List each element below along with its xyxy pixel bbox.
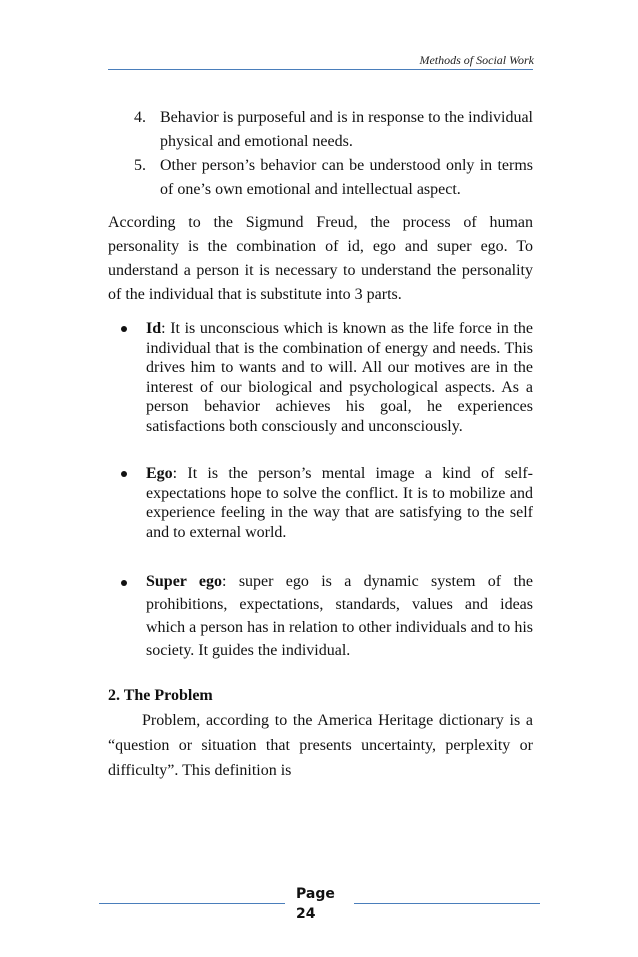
bullet-item-ego [108, 464, 533, 542]
item-text: Other person’s behavior can be understood only in terms of one’s own emotional and intellectual aspect. [160, 157, 533, 198]
bullet-term: Ego [146, 465, 173, 482]
paragraph-problem: Problem, according to the America Heritage dictionary is a “question or situation that presents uncertainty, perplexity or difficulty”. This definition is [108, 712, 533, 779]
page-label: Page [296, 886, 335, 902]
numbered-item [108, 154, 533, 202]
paragraph-freud: According to the Sigmund Freud, the process of human personality is the combination of id, ego and super ego. To understand a person it is necessary to understand the personality of the individual that is substitute into 3 parts. [108, 214, 533, 303]
page-number: 24 [296, 906, 316, 922]
bullet-item-super-ego [108, 570, 533, 662]
bullet-term: Id [146, 320, 162, 337]
running-header-title: Methods of Social Work [419, 53, 534, 67]
footer-rule-right [354, 903, 540, 904]
bullet-dot-icon [121, 326, 127, 332]
item-text: Behavior is purposeful and is in response to the individual physical and emotional needs. [160, 109, 533, 150]
bullet-dot-icon [121, 580, 127, 586]
bullet-text: : super ego is a dynamic system of the prohibitions, expectations, standards, values and ideas which a person has in relation to other individuals and to his society. It guides the individual. [146, 573, 534, 659]
page-number-block [296, 884, 335, 924]
bullet-list [108, 319, 533, 662]
section-heading: 2. The Problem [108, 687, 213, 704]
bullet-dot-icon [121, 471, 127, 477]
item-number: 5. [134, 157, 146, 174]
numbered-item [108, 106, 533, 154]
bullet-text: : It is the person’s mental image a kind of self-expectations hope to solve the conflict. It is to mobilize and experience feeling in the way that are satisfying to the self and to external world. [146, 465, 533, 541]
page-body [108, 106, 533, 783]
bullet-item-id [108, 319, 533, 436]
bullet-text: : It is unconscious which is known as the life force in the individual that is the combination of energy and needs. This drives him to wants and to will. All our motives are in the interest of our biological and psychological aspects. As a person behavior achieves his goal, he experiences satisfactions both consciously and unconsciously. [146, 320, 533, 435]
item-number: 4. [134, 109, 146, 126]
header-rule [108, 69, 533, 70]
footer-rule-left [99, 903, 285, 904]
bullet-term: Super ego [146, 573, 223, 590]
